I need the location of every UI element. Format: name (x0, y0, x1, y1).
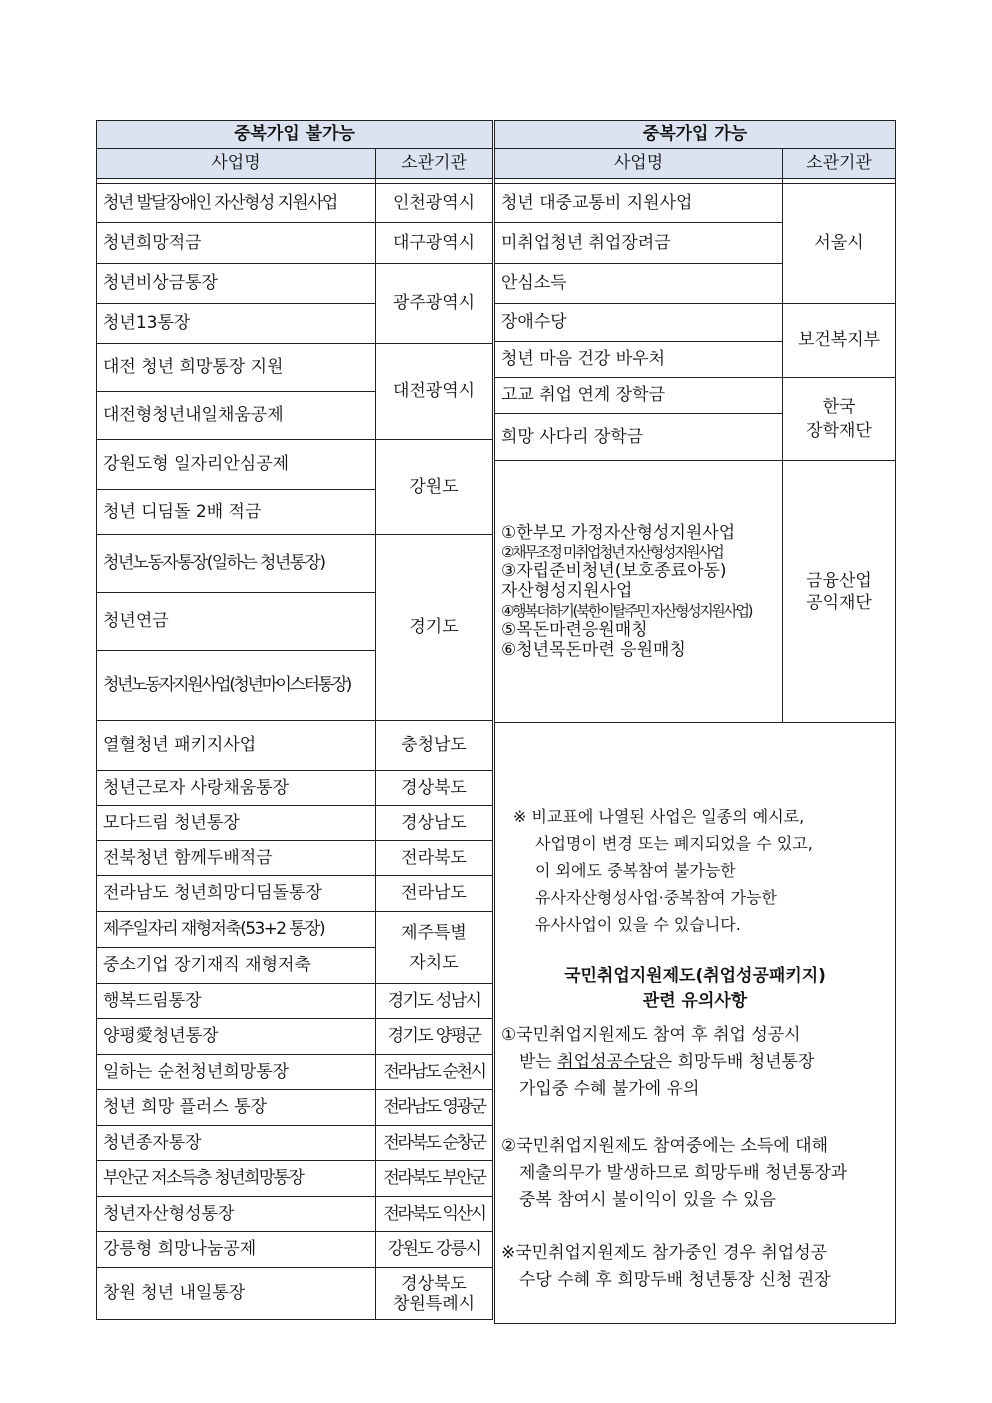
program-name: 모다드림 청년통장 (97, 806, 376, 841)
table-row (97, 806, 493, 841)
agency-name: 강원도 (376, 440, 493, 535)
right-table (494, 120, 896, 1324)
agency-name: 경기도 양평군 (376, 1019, 493, 1055)
note-item-2 (501, 1133, 889, 1214)
note-line: 가입중 수혜 불가에 유의 (519, 1078, 700, 1099)
table-row (97, 771, 493, 806)
notes-title-line: 관련 유의사항 (642, 990, 748, 1011)
table-row (495, 304, 896, 342)
program-name: 청년13통장 (97, 304, 376, 344)
agency-name: 충청남도 (376, 721, 493, 771)
program-name: 중소기업 장기재직 재형저축 (97, 948, 376, 984)
program-name: 청년노동자지원사업(청년마이스터통장) (97, 651, 376, 721)
table-row (495, 184, 896, 223)
agency-line: 장학재단 (806, 421, 872, 441)
agency-line: 제주특별 (401, 922, 467, 943)
program-name: 일하는 순천청년희망통장 (97, 1055, 376, 1090)
agency-name: 전라남도 (376, 876, 493, 912)
program-name: 창원 청년 내일통장 (97, 1268, 376, 1320)
program-name: 장애수당 (495, 304, 783, 342)
agency-name: 경상남도 (376, 806, 493, 841)
table-row (97, 1090, 493, 1126)
right-title: 중복가입 가능 (495, 121, 896, 149)
program-name: 청년희망적금 (97, 223, 376, 264)
table-row (495, 461, 896, 723)
finance-program-list (495, 461, 783, 723)
agency-name: 전라북도 익산시 (376, 1197, 493, 1232)
table-row (97, 344, 493, 392)
program-name: 청년비상금통장 (97, 264, 376, 304)
agency-line: 공익재단 (806, 592, 872, 613)
note-line: 제출의무가 발생하므로 희망두배 청년통장과 (519, 1162, 848, 1183)
program-name: 행복드림통장 (97, 984, 376, 1019)
agency-line: 금융산업 (806, 570, 872, 591)
agency-name: 보건복지부 (783, 304, 896, 378)
table-row (97, 841, 493, 876)
table-row (97, 1019, 493, 1055)
program-name: 안심소득 (495, 264, 783, 304)
table-row (97, 984, 493, 1019)
notes-cell (495, 723, 896, 1324)
agency-name: 경기도 (376, 535, 493, 721)
agency-name (376, 912, 493, 984)
program-name: 청년 대중교통비 지원사업 (495, 184, 783, 223)
list-item: ⑥청년목돈마련 응원매칭 (501, 640, 686, 661)
note-line: ①국민취업지원제도 참여 후 취업 성공시 (501, 1024, 801, 1045)
agency-name: 전라남도 순천시 (376, 1055, 493, 1090)
list-item: ⑤목돈마련응원매칭 (501, 619, 648, 640)
table-row (97, 535, 493, 593)
agency-name (783, 378, 896, 461)
program-name: 열혈청년 패키지사업 (97, 721, 376, 771)
table-row (495, 378, 896, 414)
note-text: 은 희망두배 청년통장 (655, 1051, 815, 1072)
agency-line: 창원특례시 (392, 1293, 476, 1314)
left-col-org-header: 소관기관 (376, 149, 493, 179)
agency-name: 대전광역시 (376, 344, 493, 440)
right-col-name-header: 사업명 (495, 149, 783, 179)
agency-line: 경상북도 (401, 1273, 467, 1294)
agency-name (376, 1268, 493, 1320)
note-underlined-text: 취업성공수당 (557, 1051, 656, 1072)
note-line: 사업명이 변경 또는 폐지되었을 수 있고, (535, 833, 813, 853)
note-line: 수당 수혜 후 희망두배 청년통장 신청 권장 (519, 1269, 831, 1290)
table-row (97, 440, 493, 490)
program-name: 제주일자리 재형저축(53+2 통장) (97, 912, 376, 948)
agency-line: 자치도 (409, 952, 459, 973)
agency-name: 전라남도 영광군 (376, 1090, 493, 1126)
table-row (97, 876, 493, 912)
agency-name: 강원도 강릉시 (376, 1232, 493, 1268)
table-row (97, 1126, 493, 1161)
table-row (97, 1268, 493, 1320)
table-row (97, 1197, 493, 1232)
program-name: 강릉형 희망나눔공제 (97, 1232, 376, 1268)
note-line: ※ 비교표에 나열된 사업은 일종의 예시로, (513, 806, 805, 826)
list-item: ④행복더하기(북한이탈주민 자산형성지원사업) (501, 601, 752, 620)
program-name: 미취업청년 취업장려금 (495, 223, 783, 264)
left-col-name-header: 사업명 (97, 149, 376, 179)
agency-name: 경기도 성남시 (376, 984, 493, 1019)
note-line: 유사자산형성사업·중복참여 가능한 (535, 887, 778, 907)
program-name: 청년연금 (97, 593, 376, 651)
note-item-3 (501, 1240, 889, 1294)
note-text: 받는 (519, 1051, 558, 1072)
table-row (97, 1232, 493, 1268)
program-name: 청년 디딤돌 2배 적금 (97, 490, 376, 535)
program-name: 전라남도 청년희망디딤돌통장 (97, 876, 376, 912)
note-line: ②국민취업지원제도 참여중에는 소득에 대해 (501, 1135, 829, 1156)
table-row (97, 1055, 493, 1090)
program-name: 희망 사다리 장학금 (495, 414, 783, 461)
program-name: 청년 희망 플러스 통장 (97, 1090, 376, 1126)
agency-name: 전라북도 부안군 (376, 1161, 493, 1197)
notes-title-line: 국민취업지원제도(취업성공패키지) (564, 965, 826, 986)
program-name: 고교 취업 연계 장학금 (495, 378, 783, 414)
list-item: 자산형성지원사업 (501, 581, 633, 602)
program-name: 청년노동자통장(일하는 청년통장) (97, 535, 376, 593)
agency-name: 전라북도 순창군 (376, 1126, 493, 1161)
list-item: ③자립준비청년(보호종료아동) (501, 560, 727, 581)
note-line: 유사사업이 있을 수 있습니다. (535, 914, 741, 934)
note-line: ※국민취업지원제도 참가중인 경우 취업성공 (501, 1242, 828, 1263)
program-name: 청년자산형성통장 (97, 1197, 376, 1232)
program-name: 청년 발달장애인 자산형성 지원사업 (97, 184, 376, 223)
agency-line: 한국 (822, 397, 856, 417)
right-col-org-header: 소관기관 (783, 149, 896, 179)
table-row (97, 223, 493, 264)
note-line: 이 외에도 중복참여 불가능한 (535, 860, 736, 880)
agency-name: 광주광역시 (376, 264, 493, 344)
program-name: 전북청년 함께두배적금 (97, 841, 376, 876)
left-title: 중복가입 불가능 (97, 121, 493, 149)
agency-name: 전라북도 (376, 841, 493, 876)
program-name: 청년근로자 사랑채움통장 (97, 771, 376, 806)
table-row (97, 1161, 493, 1197)
program-name: 부안군 저소득층 청년희망통장 (97, 1161, 376, 1197)
program-name: 강원도형 일자리안심공제 (97, 440, 376, 490)
list-item: ②채무조정 미취업청년 자산형성지원사업 (501, 542, 723, 561)
example-note (501, 753, 889, 938)
table-row (97, 264, 493, 304)
note-item-1 (501, 1022, 889, 1103)
notes-title (501, 964, 889, 1014)
table-row (97, 184, 493, 223)
table-row (97, 912, 493, 948)
agency-name: 인천광역시 (376, 184, 493, 223)
program-name: 대전 청년 희망통장 지원 (97, 344, 376, 392)
agency-name (783, 461, 896, 723)
agency-name: 대구광역시 (376, 223, 493, 264)
agency-name: 경상북도 (376, 771, 493, 806)
table-row (97, 721, 493, 771)
program-name: 청년종자통장 (97, 1126, 376, 1161)
note-line: 중복 참여시 불이익이 있을 수 있음 (519, 1189, 776, 1210)
program-name: 대전형청년내일채움공제 (97, 392, 376, 440)
left-table (96, 120, 493, 1320)
program-name: 청년 마음 건강 바우처 (495, 342, 783, 378)
list-item: ①한부모 가정자산형성지원사업 (501, 522, 736, 543)
note-line (501, 1049, 889, 1076)
agency-name: 서울시 (783, 184, 896, 304)
program-name: 양평愛청년통장 (97, 1019, 376, 1055)
